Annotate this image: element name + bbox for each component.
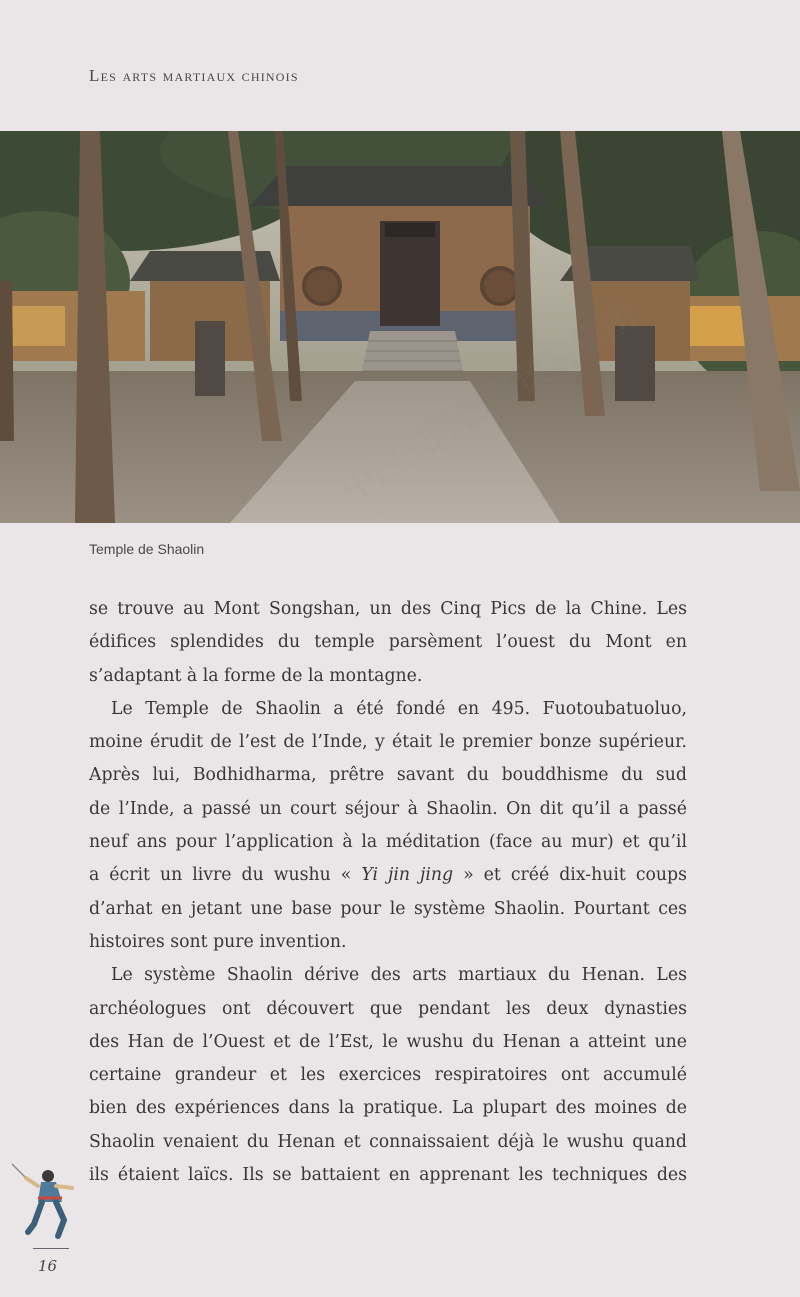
body-line: se trouve au Mont Songshan, un des Cinq Pics de la Chine. Les	[89, 599, 687, 619]
body-line: de l’Inde, a passé un court séjour à Shaolin. On dit qu’il a passé	[89, 798, 687, 819]
body-line: bien des expériences dans la pratique. La plupart des moines de	[89, 1098, 687, 1119]
temple-photo	[0, 131, 800, 523]
body-text	[89, 593, 687, 1192]
body-line: Après lui, Bodhidharma, prêtre savant du bouddhisme du sud	[89, 765, 687, 786]
temple-photo-image	[0, 131, 800, 523]
running-head: Les arts martiaux chinois	[89, 66, 299, 85]
photo-caption: Temple de Shaolin	[89, 541, 205, 557]
book-title: Yi jin jing	[361, 865, 454, 886]
page-number: 16	[38, 1257, 58, 1275]
body-line: s’adaptant à la forme de la montagne.	[89, 665, 423, 686]
body-line: moine érudit de l’est de l’Inde, y était le premier bonze supérieur.	[89, 732, 687, 753]
body-line: archéologues ont découvert que pendant les deux dynasties	[89, 998, 687, 1019]
body-line: ils étaient laïcs. Ils se battaient en apprenant les techniques des	[89, 1165, 687, 1186]
body-line	[89, 859, 687, 892]
line-post: » et créé dix-huit coups	[453, 865, 687, 886]
body-line: histoires sont pure invention.	[89, 931, 347, 952]
line-pre: a écrit un livre du wushu «	[89, 865, 362, 886]
body-line: des Han de l’Ouest et de l’Est, le wushu du Henan a atteint une	[89, 1031, 687, 1052]
body-line: d’arhat en jetant une base pour le système Shaolin. Pourtant ces	[89, 898, 687, 919]
body-line: Shaolin venaient du Henan et connaissaient déjà le wushu quand	[89, 1131, 687, 1152]
body-line: neuf ans pour l’application à la méditation (face au mur) et qu’il	[89, 832, 687, 853]
body-line: Le Temple de Shaolin a été fondé en 495. Fuotoubatuoluo,	[111, 698, 687, 719]
folio-rule	[33, 1248, 69, 1249]
body-line: certaine grandeur et les exercices respiratoires ont accumulé	[89, 1065, 687, 1086]
body-line: édifices splendides du temple parsèment l’ouest du Mont en	[89, 632, 687, 653]
martial-artist-icon	[8, 1158, 80, 1244]
body-line: Le système Shaolin dérive des arts martiaux du Henan. Les	[111, 965, 687, 986]
